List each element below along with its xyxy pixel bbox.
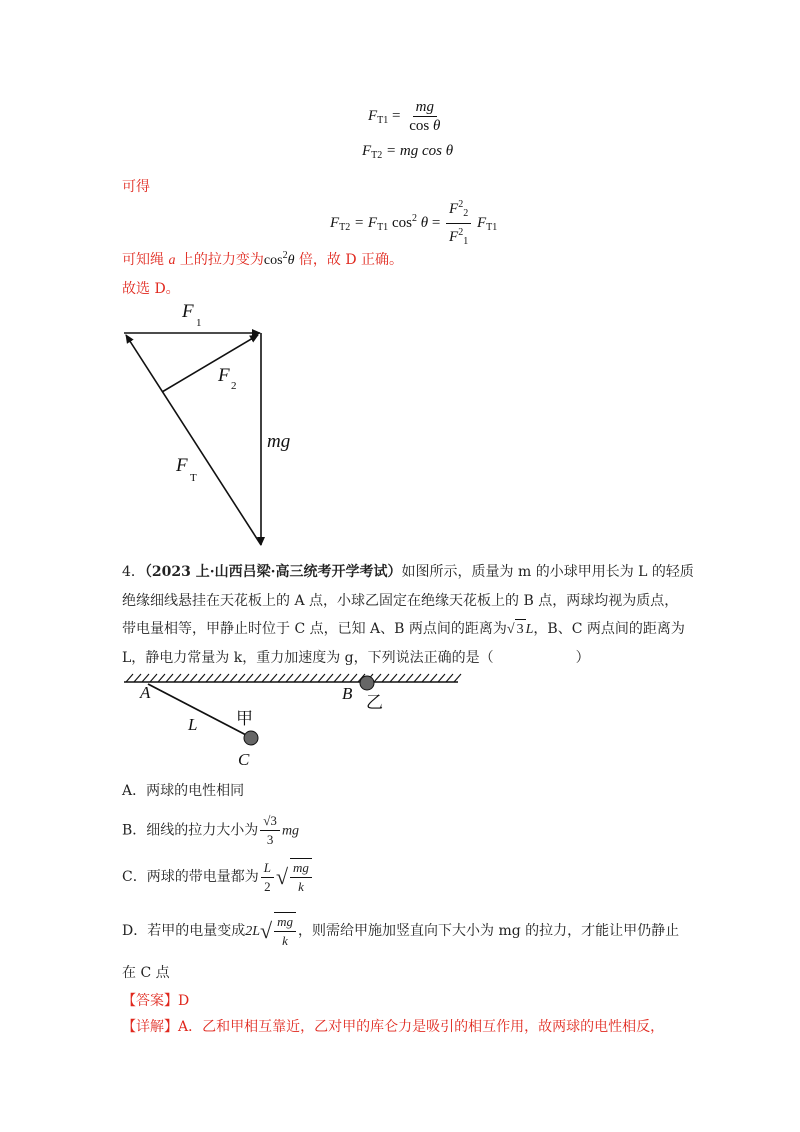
text-kede: 可得 — [122, 179, 150, 195]
question-line-4-text: L，静电力常量为 k，重力加速度为 g，下列说法正确的是（ — [122, 650, 494, 666]
formula-ft2 — [362, 143, 453, 161]
conclusion-var: a — [168, 253, 176, 268]
label-yi: 乙 — [366, 693, 383, 713]
f2-label: F — [218, 365, 230, 386]
hatch-mark — [294, 674, 301, 682]
option-b-fraction — [260, 812, 280, 849]
f1-label-sub: 1 — [196, 317, 202, 329]
formula-ft2d-den-sub: 1 — [463, 236, 469, 247]
sqrt3-radicand: 3 — [515, 619, 526, 640]
option-c-rad-num: mg — [290, 859, 312, 878]
option-b-pre: B．细线的拉力大小为 — [122, 822, 259, 839]
hatch-mark — [374, 674, 381, 682]
ceiling-hatching — [126, 674, 461, 682]
hatch-mark — [182, 674, 189, 682]
detail-line — [122, 1016, 664, 1036]
hatch-mark — [430, 674, 437, 682]
ft-arrow — [126, 335, 261, 545]
formula-ft2d-cos-sup: 2 — [411, 212, 417, 224]
answer-line — [122, 990, 189, 1010]
formula-ft1 — [368, 98, 445, 135]
conclusion-cos: cos — [263, 253, 283, 268]
question-source: （2023 上·山西吕梁·高三统考开学考试） — [144, 564, 402, 580]
hatch-mark — [286, 674, 293, 682]
hatch-mark — [398, 674, 405, 682]
setup-diagram — [118, 672, 468, 772]
formula-ft2d-den-sup: 2 — [458, 227, 464, 238]
answer-value: D — [178, 993, 190, 1009]
formula-ft2d-lhs: F — [330, 214, 340, 231]
sqrt3-L: L — [525, 622, 534, 637]
label-l: L — [188, 715, 198, 734]
text-choice: 故选 D。 — [122, 281, 180, 297]
question-line-2: 绝缘细线悬挂在天花板上的 A 点，小球乙固定在绝缘天花板上的 B 点，两球均视为质点， — [122, 593, 679, 609]
formula-ft2d-theta: θ — [420, 214, 429, 231]
sqrt3L: √ 3 L — [507, 622, 533, 637]
option-d-radicand — [274, 912, 296, 950]
conclusion-mid: 上的拉力变为 — [175, 252, 264, 268]
mg-label: mg — [267, 431, 291, 452]
question-line-1 — [122, 562, 694, 582]
question-line-3-a: 带电量相等，甲静止时位于 C 点，已知 A、B 两点间的距离为 — [122, 621, 507, 637]
hatch-mark — [278, 674, 285, 682]
option-a[interactable]: A．两球的电性相同 — [122, 783, 245, 799]
option-b-den: 3 — [266, 832, 274, 847]
hatch-mark — [262, 674, 269, 682]
formula-ft1-num: mg — [413, 98, 437, 117]
label-c: C — [238, 750, 250, 769]
hatch-mark — [174, 674, 181, 682]
hatch-mark — [134, 674, 141, 682]
formula-ft1-den: cos — [409, 118, 430, 134]
hatch-mark — [206, 674, 213, 682]
question-line-3-b: ，B、C 两点间的距离为 — [533, 621, 685, 637]
hatch-mark — [166, 674, 173, 682]
formula-ft2-sub: T2 — [371, 150, 383, 161]
conclusion-post: 倍，故 D 正确。 — [294, 252, 404, 268]
formula-ft2d-den: F — [449, 229, 459, 245]
text-conclusion — [122, 249, 403, 269]
option-d[interactable] — [122, 912, 679, 950]
option-c-rad-den: k — [298, 879, 304, 894]
formula-ft2d-tail-sub: T1 — [486, 221, 498, 233]
f2-arrow — [162, 335, 258, 392]
hatch-mark — [342, 674, 349, 682]
conclusion-pre: 可知绳 — [122, 252, 169, 268]
hatch-mark — [190, 674, 197, 682]
hatch-mark — [350, 674, 357, 682]
f2-label-sub: 2 — [231, 380, 237, 392]
hatch-mark — [454, 674, 461, 682]
ft-label-sub: T — [190, 472, 197, 484]
hatch-mark — [214, 674, 221, 682]
option-b[interactable] — [122, 812, 299, 849]
option-b-tail: mg — [281, 823, 300, 839]
formula-ft2-derived — [330, 196, 497, 251]
question-line-4-end: ） — [575, 650, 590, 666]
hatch-mark — [334, 674, 341, 682]
hatch-mark — [142, 674, 149, 682]
formula-ft2d-num-sup: 2 — [458, 199, 464, 210]
formula-ft2-lhs: F — [362, 143, 372, 159]
formula-ft1-theta: θ — [433, 118, 441, 134]
hatch-mark — [126, 674, 133, 682]
hatch-mark — [446, 674, 453, 682]
hatch-mark — [414, 674, 421, 682]
formula-ft2d-lhs-sub: T2 — [339, 221, 351, 233]
hatch-mark — [158, 674, 165, 682]
option-c-radicand — [290, 858, 312, 896]
hatch-mark — [406, 674, 413, 682]
hatch-mark — [254, 674, 261, 682]
option-c-pre: C．两球的带电量都为 — [122, 869, 259, 885]
hatch-mark — [198, 674, 205, 682]
hatch-mark — [382, 674, 389, 682]
question-line-4 — [122, 648, 590, 668]
label-b: B — [342, 684, 353, 703]
formula-ft2d-num: F — [449, 201, 459, 217]
formula-ft1-fraction — [406, 98, 443, 135]
option-c[interactable] — [122, 858, 314, 896]
formula-ft1-lhs: F — [368, 107, 378, 124]
hatch-mark — [422, 674, 429, 682]
formula-ft2d-eq: = — [431, 214, 441, 231]
vector-triangle-diagram — [110, 295, 310, 555]
formula-ft2d-mid-sub: T1 — [377, 221, 389, 233]
ball-yi — [360, 676, 374, 690]
hatch-mark — [310, 674, 317, 682]
conclusion-sup: 2 — [282, 250, 288, 261]
option-d-line-2: 在 C 点 — [122, 965, 170, 981]
option-d-rad-den: k — [282, 933, 288, 948]
question-line-1-rest: 如图所示，质量为 m 的小球甲用长为 L 的轻质 — [401, 564, 694, 580]
string-ac — [148, 684, 248, 736]
hatch-mark — [270, 674, 277, 682]
answer-label: 【答案】 — [122, 993, 178, 1009]
option-d-mid: ，则需给甲施加竖直向下大小为 mg 的拉力，才能让甲仍静止 — [298, 923, 680, 939]
formula-ft1-sub: T1 — [377, 114, 389, 126]
formula-ft2-theta: θ — [445, 143, 454, 159]
hatch-mark — [390, 674, 397, 682]
option-c-radical: √ — [275, 864, 289, 889]
hatch-mark — [318, 674, 325, 682]
option-d-coef: 2L — [245, 924, 261, 939]
hatch-mark — [150, 674, 157, 682]
hatch-mark — [302, 674, 309, 682]
hatch-mark — [326, 674, 333, 682]
option-d-radical: √ — [260, 918, 273, 943]
question-number: 4． — [122, 564, 145, 580]
option-d-rad-num: mg — [274, 913, 296, 932]
ft-label: F — [176, 455, 188, 476]
label-jia: 甲 — [236, 709, 253, 729]
ball-jia — [244, 731, 258, 745]
label-a: A — [140, 683, 151, 702]
formula-ft2d-cos: cos — [391, 214, 412, 231]
detail-label: 【详解】 — [122, 1019, 178, 1035]
hatch-mark — [438, 674, 445, 682]
formula-ft2-rhs: = mg cos — [386, 143, 442, 159]
hatch-mark — [222, 674, 229, 682]
f1-label: F — [182, 301, 194, 322]
hatch-mark — [246, 674, 253, 682]
formula-ft2d-num-sub: 2 — [463, 208, 469, 219]
option-c-den: 2 — [264, 878, 271, 894]
option-b-num: √3 — [260, 812, 280, 831]
formula-ft2d-mid: = F — [354, 214, 378, 231]
formula-ft1-eq: = — [392, 107, 401, 124]
option-c-num: L — [261, 859, 274, 878]
option-d-pre: D．若甲的电量变成 — [122, 923, 246, 939]
formula-ft2d-fraction — [446, 196, 471, 251]
detail-text: A．乙和甲相互靠近，乙对甲的库仑力是吸引的相互作用，故两球的电性相反， — [178, 1019, 665, 1035]
option-c-fraction — [261, 859, 274, 896]
hatch-mark — [238, 674, 245, 682]
question-line-3 — [122, 619, 685, 640]
conclusion-theta: θ — [287, 253, 295, 268]
hatch-mark — [230, 674, 237, 682]
formula-ft2d-tail: F — [476, 214, 487, 231]
